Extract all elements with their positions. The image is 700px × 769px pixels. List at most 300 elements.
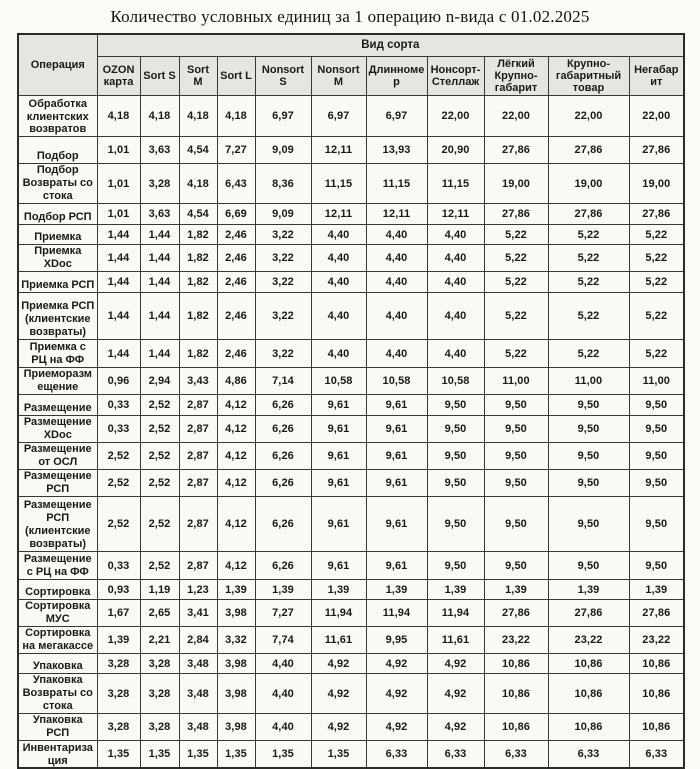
value-cell: 4,86 <box>217 368 255 395</box>
value-cell: 1,44 <box>140 272 179 293</box>
table-row <box>18 164 684 204</box>
value-cell: 3,28 <box>140 674 179 714</box>
value-cell: 12,11 <box>366 204 427 225</box>
value-cell: 4,12 <box>217 497 255 552</box>
value-cell: 9,50 <box>548 443 629 470</box>
value-cell: 2,87 <box>179 395 217 416</box>
value-cell: 9,50 <box>548 552 629 580</box>
value-cell: 4,40 <box>427 340 484 368</box>
value-cell: 6,26 <box>255 552 311 580</box>
value-cell: 9,50 <box>629 552 684 580</box>
value-cell: 3,98 <box>217 714 255 741</box>
value-cell: 10,86 <box>548 654 629 674</box>
value-cell: 2,46 <box>217 245 255 272</box>
value-cell: 1,82 <box>179 340 217 368</box>
value-cell: 9,61 <box>311 416 366 443</box>
value-cell: 9,50 <box>629 443 684 470</box>
value-cell: 3,22 <box>255 245 311 272</box>
value-cell: 1,44 <box>97 245 140 272</box>
value-cell: 5,22 <box>548 293 629 340</box>
value-cell: 19,00 <box>629 164 684 204</box>
value-cell: 4,92 <box>427 714 484 741</box>
value-cell: 5,22 <box>629 293 684 340</box>
value-cell: 1,39 <box>366 580 427 600</box>
value-cell: 3,43 <box>179 368 217 395</box>
value-cell: 7,14 <box>255 368 311 395</box>
value-cell: 2,52 <box>140 552 179 580</box>
value-cell: 4,92 <box>311 714 366 741</box>
value-cell: 1,01 <box>97 204 140 225</box>
value-cell: 9,50 <box>548 395 629 416</box>
column-header-5: Nonsort M <box>311 56 366 96</box>
table-row <box>18 470 684 497</box>
value-cell: 3,28 <box>97 654 140 674</box>
value-cell: 27,86 <box>484 204 548 225</box>
operation-column-header: Операция <box>18 34 97 96</box>
value-cell: 4,54 <box>179 137 217 164</box>
value-cell: 1,39 <box>548 580 629 600</box>
value-cell: 11,15 <box>311 164 366 204</box>
value-cell: 2,46 <box>217 340 255 368</box>
value-cell: 1,44 <box>140 245 179 272</box>
value-cell: 3,28 <box>140 654 179 674</box>
value-cell: 9,50 <box>427 552 484 580</box>
value-cell: 1,44 <box>140 340 179 368</box>
value-cell: 5,22 <box>629 245 684 272</box>
value-cell: 1,82 <box>179 245 217 272</box>
value-cell: 1,44 <box>97 225 140 245</box>
value-cell: 27,86 <box>629 204 684 225</box>
value-cell: 4,40 <box>311 225 366 245</box>
value-cell: 7,27 <box>255 600 311 627</box>
operation-label: Упаковка Возвраты со стока <box>18 674 97 714</box>
table-row <box>18 395 684 416</box>
value-cell: 10,86 <box>629 674 684 714</box>
value-cell: 10,58 <box>366 368 427 395</box>
value-cell: 7,74 <box>255 627 311 654</box>
value-cell: 3,63 <box>140 204 179 225</box>
value-cell: 4,92 <box>366 674 427 714</box>
table-row <box>18 368 684 395</box>
value-cell: 10,58 <box>311 368 366 395</box>
column-header-row <box>18 56 684 96</box>
value-cell: 1,35 <box>255 740 311 768</box>
value-cell: 9,61 <box>311 470 366 497</box>
value-cell: 1,82 <box>179 272 217 293</box>
value-cell: 12,11 <box>311 137 366 164</box>
value-cell: 6,97 <box>366 96 427 137</box>
value-cell: 4,12 <box>217 416 255 443</box>
value-cell: 8,36 <box>255 164 311 204</box>
value-cell: 1,39 <box>484 580 548 600</box>
table-row <box>18 204 684 225</box>
value-cell: 9,50 <box>427 416 484 443</box>
value-cell: 10,86 <box>484 714 548 741</box>
value-cell: 9,09 <box>255 137 311 164</box>
value-cell: 2,87 <box>179 416 217 443</box>
value-cell: 2,87 <box>179 443 217 470</box>
value-cell: 5,22 <box>548 245 629 272</box>
value-cell: 4,40 <box>255 714 311 741</box>
operation-label: Размещение <box>18 395 97 416</box>
value-cell: 9,61 <box>366 443 427 470</box>
value-cell: 1,44 <box>97 293 140 340</box>
value-cell: 4,18 <box>179 96 217 137</box>
value-cell: 4,12 <box>217 470 255 497</box>
value-cell: 11,00 <box>548 368 629 395</box>
value-cell: 2,46 <box>217 293 255 340</box>
table-row <box>18 245 684 272</box>
value-cell: 1,23 <box>179 580 217 600</box>
value-cell: 6,33 <box>629 740 684 768</box>
operation-label: Подбор Возвраты со стока <box>18 164 97 204</box>
value-cell: 4,92 <box>427 654 484 674</box>
value-cell: 1,82 <box>179 225 217 245</box>
value-cell: 1,01 <box>97 137 140 164</box>
table-row <box>18 654 684 674</box>
value-cell: 9,61 <box>366 395 427 416</box>
value-cell: 5,22 <box>629 225 684 245</box>
value-cell: 11,00 <box>484 368 548 395</box>
operation-label: Приемка РСП <box>18 272 97 293</box>
value-cell: 9,50 <box>629 416 684 443</box>
column-header-8: Лёгкий Крупно-габарит <box>484 56 548 96</box>
value-cell: 4,18 <box>140 96 179 137</box>
value-cell: 4,92 <box>366 654 427 674</box>
value-cell: 3,98 <box>217 654 255 674</box>
value-cell: 9,61 <box>366 470 427 497</box>
column-header-9: Крупно-габаритный товар <box>548 56 629 96</box>
value-cell: 9,50 <box>629 497 684 552</box>
value-cell: 1,44 <box>97 272 140 293</box>
value-cell: 4,40 <box>427 225 484 245</box>
value-cell: 4,92 <box>366 714 427 741</box>
value-cell: 1,44 <box>140 293 179 340</box>
value-cell: 7,27 <box>217 137 255 164</box>
operation-label: Инвентаризация <box>18 740 97 768</box>
value-cell: 2,52 <box>140 416 179 443</box>
value-cell: 4,40 <box>311 245 366 272</box>
value-cell: 6,26 <box>255 497 311 552</box>
value-cell: 6,26 <box>255 443 311 470</box>
value-cell: 4,92 <box>311 654 366 674</box>
value-cell: 0,33 <box>97 416 140 443</box>
value-cell: 6,69 <box>217 204 255 225</box>
value-cell: 11,94 <box>366 600 427 627</box>
value-cell: 27,86 <box>548 204 629 225</box>
value-cell: 3,98 <box>217 674 255 714</box>
value-cell: 4,18 <box>179 164 217 204</box>
value-cell: 4,40 <box>366 272 427 293</box>
value-cell: 22,00 <box>629 96 684 137</box>
value-cell: 13,93 <box>366 137 427 164</box>
table-row <box>18 416 684 443</box>
value-cell: 4,40 <box>366 293 427 340</box>
value-cell: 10,86 <box>484 674 548 714</box>
value-cell: 4,40 <box>427 293 484 340</box>
value-cell: 4,12 <box>217 552 255 580</box>
value-cell: 3,98 <box>217 600 255 627</box>
value-cell: 4,40 <box>366 245 427 272</box>
value-cell: 3,48 <box>179 674 217 714</box>
column-header-3: Sort L <box>217 56 255 96</box>
value-cell: 9,50 <box>427 497 484 552</box>
table-row <box>18 740 684 768</box>
operation-label: Приеморазмещение <box>18 368 97 395</box>
operation-label: Сортировка <box>18 580 97 600</box>
value-cell: 27,86 <box>484 600 548 627</box>
value-cell: 10,86 <box>484 654 548 674</box>
value-cell: 5,22 <box>484 225 548 245</box>
value-cell: 11,00 <box>629 368 684 395</box>
value-cell: 9,61 <box>366 552 427 580</box>
operation-label: Размещение с РЦ на ФФ <box>18 552 97 580</box>
value-cell: 9,09 <box>255 204 311 225</box>
value-cell: 2,46 <box>217 272 255 293</box>
value-cell: 0,33 <box>97 552 140 580</box>
value-cell: 2,87 <box>179 497 217 552</box>
value-cell: 23,22 <box>629 627 684 654</box>
value-cell: 9,50 <box>548 470 629 497</box>
value-cell: 4,40 <box>311 272 366 293</box>
value-cell: 6,26 <box>255 416 311 443</box>
value-cell: 9,50 <box>548 497 629 552</box>
value-cell: 0,33 <box>97 395 140 416</box>
value-cell: 5,22 <box>629 340 684 368</box>
table-row <box>18 552 684 580</box>
table-row <box>18 137 684 164</box>
value-cell: 3,28 <box>97 714 140 741</box>
value-cell: 1,35 <box>311 740 366 768</box>
table-row <box>18 225 684 245</box>
value-cell: 1,39 <box>427 580 484 600</box>
operation-label: Размещение от ОСЛ <box>18 443 97 470</box>
value-cell: 4,40 <box>255 654 311 674</box>
value-cell: 2,87 <box>179 552 217 580</box>
operation-label: Сортировка МУС <box>18 600 97 627</box>
table-row <box>18 340 684 368</box>
value-cell: 9,50 <box>484 470 548 497</box>
value-cell: 9,61 <box>366 497 427 552</box>
value-cell: 2,52 <box>97 497 140 552</box>
table-row <box>18 293 684 340</box>
value-cell: 1,44 <box>97 340 140 368</box>
value-cell: 22,00 <box>548 96 629 137</box>
value-cell: 3,28 <box>140 714 179 741</box>
value-cell: 27,86 <box>484 137 548 164</box>
value-cell: 9,95 <box>366 627 427 654</box>
operation-label: Размещение РСП (клиентские возвраты) <box>18 497 97 552</box>
operation-label: Подбор <box>18 137 97 164</box>
value-cell: 9,50 <box>484 497 548 552</box>
value-cell: 6,97 <box>255 96 311 137</box>
page-title: Количество условных единиц за 1 операцию n-вида с 01.02.2025 <box>110 7 590 26</box>
sort-type-group-header: Вид сорта <box>97 34 684 56</box>
value-cell: 1,82 <box>179 293 217 340</box>
value-cell: 2,87 <box>179 470 217 497</box>
value-cell: 1,35 <box>179 740 217 768</box>
value-cell: 2,52 <box>140 443 179 470</box>
table-row <box>18 96 684 137</box>
value-cell: 11,94 <box>427 600 484 627</box>
value-cell: 3,28 <box>140 164 179 204</box>
value-cell: 9,61 <box>311 497 366 552</box>
value-cell: 1,35 <box>140 740 179 768</box>
operation-label: Приемка РСП (клиентские возвраты) <box>18 293 97 340</box>
value-cell: 9,61 <box>311 552 366 580</box>
value-cell: 4,18 <box>217 96 255 137</box>
table-row <box>18 443 684 470</box>
value-cell: 9,50 <box>427 443 484 470</box>
value-cell: 23,22 <box>548 627 629 654</box>
value-cell: 10,86 <box>548 714 629 741</box>
value-cell: 5,22 <box>484 340 548 368</box>
value-cell: 6,33 <box>484 740 548 768</box>
column-header-6: Длинномер <box>366 56 427 96</box>
value-cell: 3,22 <box>255 340 311 368</box>
value-cell: 4,92 <box>427 674 484 714</box>
value-cell: 22,00 <box>427 96 484 137</box>
operation-label: Упаковка РСП <box>18 714 97 741</box>
column-header-4: Nonsort S <box>255 56 311 96</box>
value-cell: 6,33 <box>366 740 427 768</box>
value-cell: 6,33 <box>427 740 484 768</box>
value-cell: 4,12 <box>217 443 255 470</box>
value-cell: 9,50 <box>484 395 548 416</box>
value-cell: 6,26 <box>255 395 311 416</box>
value-cell: 1,67 <box>97 600 140 627</box>
value-cell: 19,00 <box>548 164 629 204</box>
value-cell: 11,61 <box>311 627 366 654</box>
value-cell: 10,86 <box>629 714 684 741</box>
value-cell: 19,00 <box>484 164 548 204</box>
value-cell: 4,40 <box>311 340 366 368</box>
value-cell: 27,86 <box>629 137 684 164</box>
value-cell: 1,39 <box>629 580 684 600</box>
value-cell: 2,52 <box>97 443 140 470</box>
operation-label: Сортировка на мегакассе <box>18 627 97 654</box>
operation-label: Приемка с РЦ на ФФ <box>18 340 97 368</box>
value-cell: 9,61 <box>311 395 366 416</box>
value-cell: 12,11 <box>311 204 366 225</box>
value-cell: 9,50 <box>427 395 484 416</box>
value-cell: 3,41 <box>179 600 217 627</box>
value-cell: 10,86 <box>629 654 684 674</box>
value-cell: 1,39 <box>311 580 366 600</box>
value-cell: 4,54 <box>179 204 217 225</box>
value-cell: 11,15 <box>427 164 484 204</box>
value-cell: 1,19 <box>140 580 179 600</box>
rates-table <box>17 33 685 769</box>
value-cell: 5,22 <box>629 272 684 293</box>
operation-label: Приемка <box>18 225 97 245</box>
operation-label: Обработка клиентских возвратов <box>18 96 97 137</box>
value-cell: 3,63 <box>140 137 179 164</box>
value-cell: 9,50 <box>484 552 548 580</box>
operation-label: Приемка XDoc <box>18 245 97 272</box>
value-cell: 9,61 <box>311 443 366 470</box>
value-cell: 11,61 <box>427 627 484 654</box>
table-row <box>18 272 684 293</box>
table-row <box>18 714 684 741</box>
table-row <box>18 580 684 600</box>
value-cell: 23,22 <box>484 627 548 654</box>
value-cell: 2,52 <box>140 470 179 497</box>
column-header-1: Sort S <box>140 56 179 96</box>
value-cell: 4,92 <box>311 674 366 714</box>
value-cell: 4,40 <box>427 245 484 272</box>
value-cell: 3,22 <box>255 272 311 293</box>
value-cell: 1,39 <box>97 627 140 654</box>
value-cell: 3,22 <box>255 225 311 245</box>
value-cell: 2,84 <box>179 627 217 654</box>
value-cell: 1,44 <box>140 225 179 245</box>
value-cell: 1,01 <box>97 164 140 204</box>
value-cell: 9,50 <box>548 416 629 443</box>
value-cell: 5,22 <box>484 245 548 272</box>
value-cell: 4,12 <box>217 395 255 416</box>
value-cell: 4,40 <box>427 272 484 293</box>
value-cell: 6,33 <box>548 740 629 768</box>
value-cell: 20,90 <box>427 137 484 164</box>
value-cell: 4,18 <box>97 96 140 137</box>
value-cell: 3,48 <box>179 714 217 741</box>
value-cell: 2,46 <box>217 225 255 245</box>
value-cell: 2,52 <box>97 470 140 497</box>
group-header-row <box>18 34 684 56</box>
operation-label: Подбор РСП <box>18 204 97 225</box>
value-cell: 9,50 <box>427 470 484 497</box>
value-cell: 12,11 <box>427 204 484 225</box>
value-cell: 6,43 <box>217 164 255 204</box>
value-cell: 5,22 <box>548 225 629 245</box>
value-cell: 0,96 <box>97 368 140 395</box>
value-cell: 2,94 <box>140 368 179 395</box>
value-cell: 5,22 <box>548 272 629 293</box>
value-cell: 6,97 <box>311 96 366 137</box>
table-row <box>18 627 684 654</box>
column-header-7: Нонсорт-Стеллаж <box>427 56 484 96</box>
value-cell: 27,86 <box>629 600 684 627</box>
column-header-0: OZON карта <box>97 56 140 96</box>
value-cell: 9,50 <box>484 443 548 470</box>
value-cell: 2,65 <box>140 600 179 627</box>
value-cell: 9,50 <box>629 470 684 497</box>
column-header-10: Негабарит <box>629 56 684 96</box>
operation-label: Упаковка <box>18 654 97 674</box>
table-body <box>18 96 684 769</box>
value-cell: 11,94 <box>311 600 366 627</box>
value-cell: 10,86 <box>548 674 629 714</box>
value-cell: 22,00 <box>484 96 548 137</box>
value-cell: 3,28 <box>97 674 140 714</box>
value-cell: 9,50 <box>484 416 548 443</box>
value-cell: 2,52 <box>140 497 179 552</box>
value-cell: 3,32 <box>217 627 255 654</box>
value-cell: 4,40 <box>255 674 311 714</box>
value-cell: 27,86 <box>548 600 629 627</box>
table-row <box>18 674 684 714</box>
value-cell: 5,22 <box>484 293 548 340</box>
value-cell: 11,15 <box>366 164 427 204</box>
value-cell: 10,58 <box>427 368 484 395</box>
value-cell: 5,22 <box>484 272 548 293</box>
value-cell: 4,40 <box>311 293 366 340</box>
value-cell: 2,21 <box>140 627 179 654</box>
value-cell: 1,35 <box>217 740 255 768</box>
value-cell: 2,52 <box>140 395 179 416</box>
table-row <box>18 497 684 552</box>
